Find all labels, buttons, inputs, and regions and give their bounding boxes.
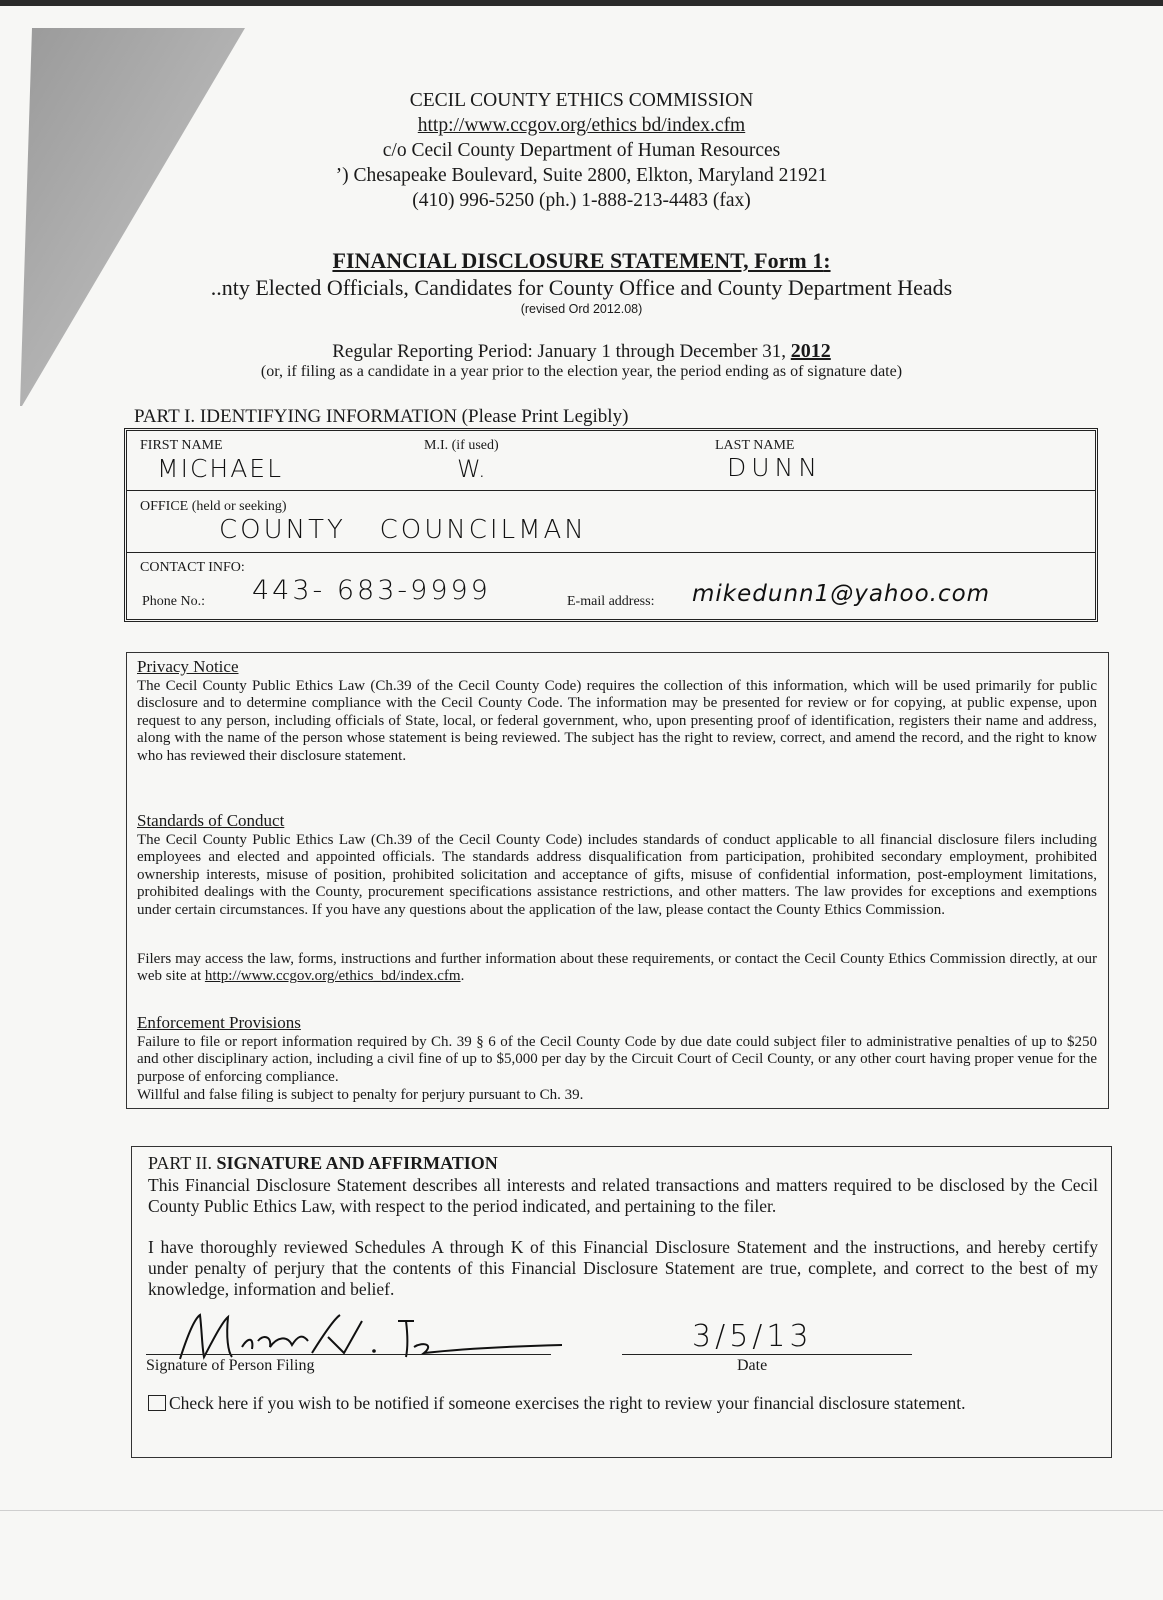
- address-line: ’) Chesapeake Boulevard, Suite 2800, Elkton, Maryland 21921: [335, 165, 828, 186]
- email-field[interactable]: mikedunn1@yahoo.com: [692, 581, 991, 607]
- reporting-period-text: Regular Reporting Period: January 1 through December 31,: [332, 341, 791, 362]
- care-of-line: c/o Cecil County Department of Human Resources: [382, 140, 781, 161]
- date-field[interactable]: 3/5/13: [692, 1319, 813, 1354]
- part2-heading-prefix: PART II.: [148, 1153, 217, 1173]
- affirmation-paragraph-1: This Financial Disclosure Statement describes all interests and related transactions and matters required to be disclosed by the Cecil County Public Ethics Law, with respect to the period indicated, and pertaining to the filer.: [148, 1175, 1098, 1216]
- first-name-label: FIRST NAME: [140, 438, 223, 453]
- identifying-info-box: [124, 428, 1098, 622]
- standards-text: The Cecil County Public Ethics Law (Ch.39 of the Cecil County Code) includes standards of conduct applicable to all financial disclosure filers including employees and elected and appointed officials. The standards address disqualification from participation, prohibited secondary employment, prohibited ownership interests, misuse of position, prohibited solicitation and acceptance of gifts, misuse of confidential information, post-employment limitations, prohibited dealings with the County, procurement specifications assistance restrictions, and other matters. The law provides for exceptions and exemptions under certain circumstances. If you have any questions about the application of the law, please contact the County Ethics Commission.: [137, 832, 1097, 918]
- form-subtitle: ..nty Elected Officials, Candidates for County Office and County Department Heads: [210, 275, 953, 300]
- first-name-field[interactable]: MICHAEL: [157, 454, 284, 483]
- ethics-website-link[interactable]: http://www.ccgov.org/ethics_bd/index.cfm: [204, 968, 461, 985]
- email-label: E-mail address:: [567, 594, 655, 609]
- privacy-notice-heading: Privacy Notice: [137, 657, 239, 676]
- signature-line: [146, 1354, 551, 1355]
- reporting-period-note: (or, if filing as a candidate in a year prior to the election year, the period ending as of signature date): [260, 363, 903, 380]
- date-label: Date: [737, 1357, 768, 1374]
- office-row: [127, 491, 1095, 553]
- part2-heading-title: SIGNATURE AND AFFIRMATION: [216, 1153, 498, 1173]
- name-row: [127, 431, 1095, 491]
- last-name-field[interactable]: DUNN: [727, 453, 822, 482]
- filers-text-end: .: [460, 968, 465, 985]
- privacy-notice-text: The Cecil County Public Ethics Law (Ch.39 of the Cecil County Code) requires the collection of this information, which will be used primarily for public disclosure and to determine compliance with the Cecil County Code. The information may be presented for review or for copying, at public expense, upon request to any person, including officials of State, local, or federal government, who, upon presenting proof of identification, registers their name and address, along with the name of the person whose statement is being reviewed. The subject has the right to review, correct, and amend the record, and the right to know who has reviewed their disclosure statement.: [137, 678, 1097, 764]
- phone-fax-line: (410) 996-5250 (ph.) 1-888-213-4483 (fax): [412, 190, 751, 211]
- signature-label: Signature of Person Filing: [146, 1357, 315, 1374]
- commission-url-link[interactable]: http://www.ccgov.org/ethics bd/index.cfm: [417, 115, 746, 136]
- form-title-colon: :: [823, 248, 831, 273]
- enforcement-text: Failure to file or report information required by Ch. 39 § 6 of the Cecil County Code by due date could subject filer to administrative penalties of up to $250 and other disciplinary action, including a civil fine of up to $5,000 per day by the Circuit Court of Cecil County, or any other court having proper venue for the purpose of enforcing compliance.: [137, 1034, 1097, 1085]
- date-line: [622, 1354, 912, 1355]
- revision-note: (revised Ord 2012.08): [520, 302, 643, 316]
- filers-text: [137, 951, 1097, 986]
- notification-checkbox-row: [148, 1393, 1098, 1414]
- filers-text-body: Filers may access the law, forms, instructions and further information about these requirements, or contact the Cecil County Ethics Commission directly, at our web site at: [137, 951, 1097, 985]
- notification-checkbox[interactable]: [148, 1395, 166, 1411]
- part2-heading: [148, 1153, 498, 1174]
- mi-field[interactable]: W.: [457, 455, 486, 483]
- signature-affirmation-box: [131, 1146, 1112, 1458]
- willful-filing-text: Willful and false filing is subject to penalty for perjury pursuant to Ch. 39.: [137, 1087, 584, 1103]
- contact-info-label: CONTACT INFO:: [140, 560, 245, 575]
- contact-row: [127, 553, 1095, 619]
- scan-bottom-edge: [0, 1510, 1163, 1511]
- reporting-year: 2012: [790, 340, 831, 362]
- form-title-text: FINANCIAL DISCLOSURE STATEMENT, Form 1: [332, 248, 824, 273]
- form-title: [0, 248, 1163, 274]
- enforcement-heading: Enforcement Provisions: [137, 1013, 301, 1032]
- letterhead: [0, 88, 1163, 213]
- phone-label: Phone No.:: [142, 594, 205, 609]
- notification-checkbox-label: Check here if you wish to be notified if someone exercises the right to review your financial disclosure statement.: [169, 1393, 966, 1413]
- standards-heading: Standards of Conduct: [137, 811, 285, 830]
- office-field[interactable]: COUNTY COUNCILMAN: [219, 515, 587, 545]
- last-name-label: LAST NAME: [715, 438, 795, 453]
- part1-heading: PART I. IDENTIFYING INFORMATION (Please Print Legibly): [134, 406, 629, 427]
- org-name: CECIL COUNTY ETHICS COMMISSION: [409, 90, 754, 111]
- reporting-period: [0, 340, 1163, 363]
- phone-field[interactable]: 443- 683-9999: [252, 575, 491, 606]
- scan-top-edge: [0, 0, 1163, 6]
- affirmation-paragraph-2: I have thoroughly reviewed Schedules A through K of this Financial Disclosure Statement and the instructions, and hereby certify under penalty of perjury that the contents of this Financial Disclosure Statement are true, complete, and correct to the best of my knowledge, information and belief.: [148, 1237, 1098, 1299]
- mi-label: M.I. (if used): [424, 438, 499, 453]
- notices-box: [126, 652, 1109, 1109]
- office-label: OFFICE (held or seeking): [140, 499, 287, 514]
